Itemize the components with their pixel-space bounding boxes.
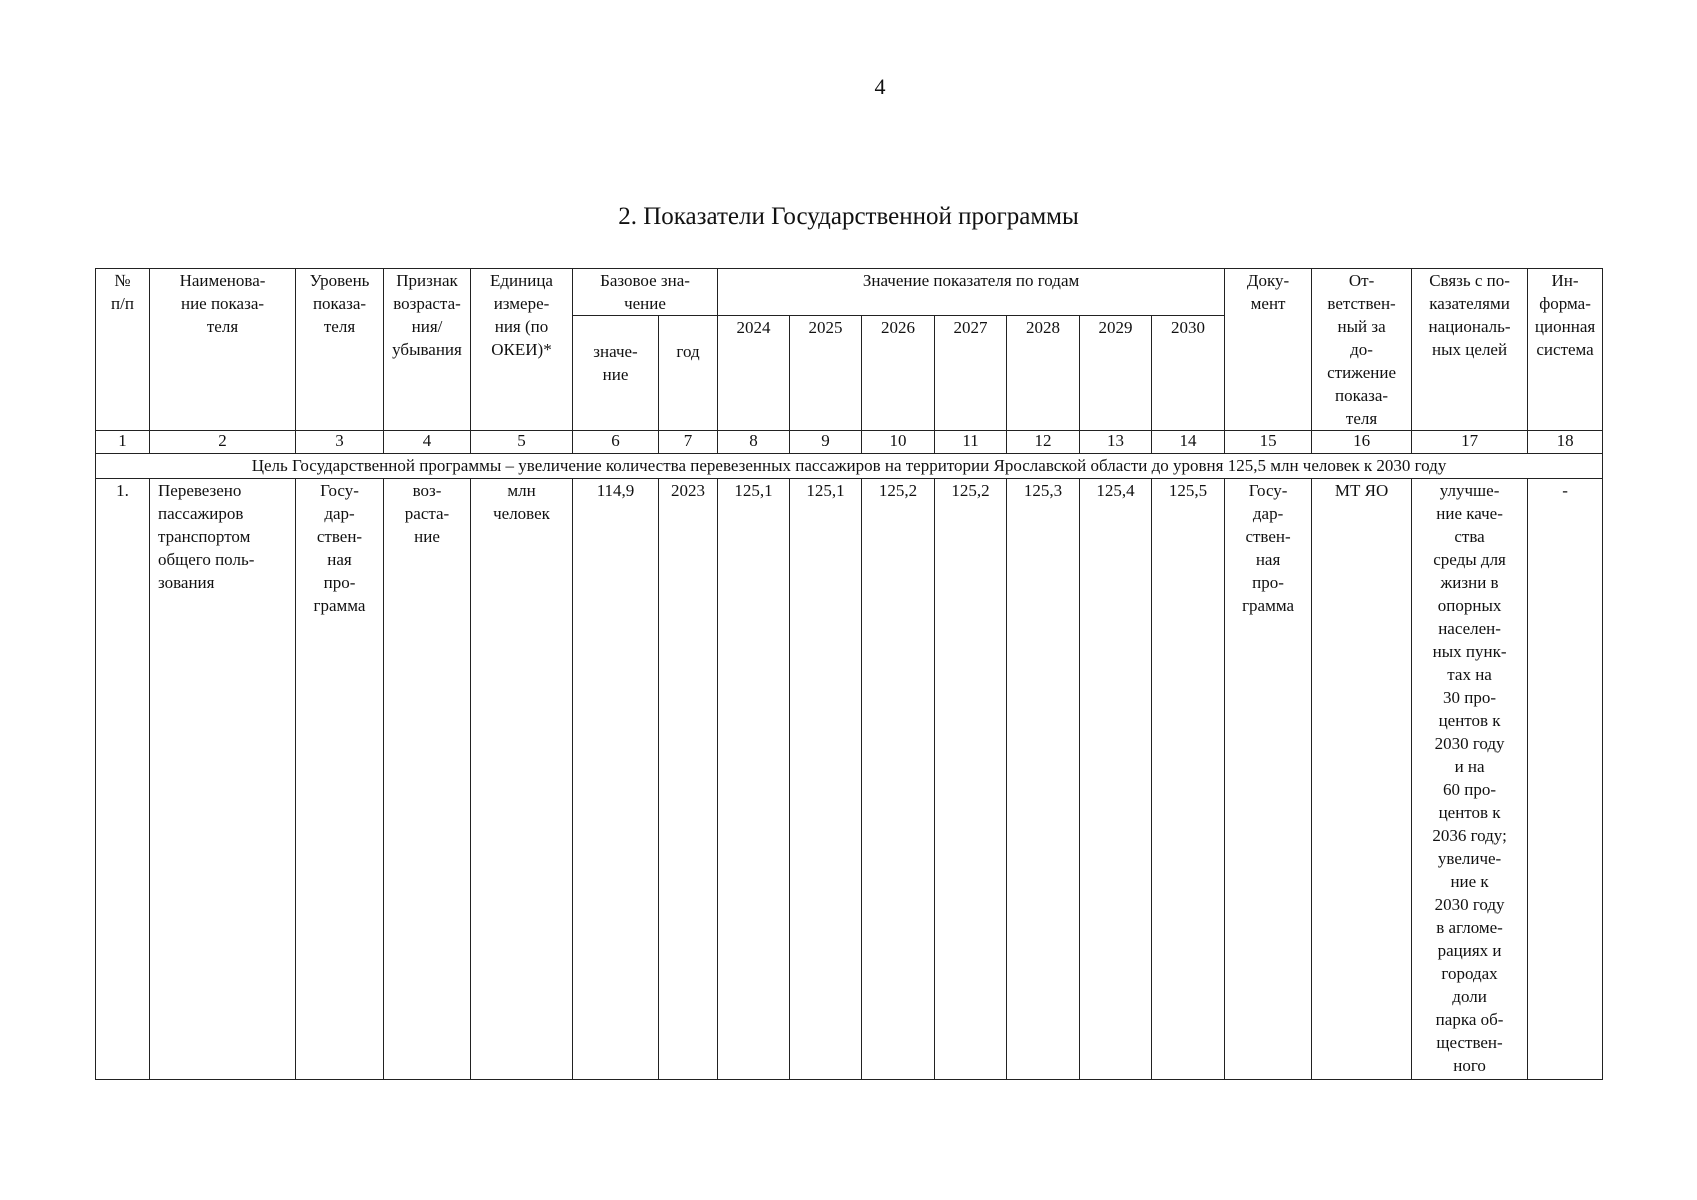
base-year: 2023 [659,479,718,1080]
value-2026: 125,2 [862,479,935,1080]
column-number: 4 [384,431,471,454]
program-goal: Цель Государственной программы – увеличение количества перевезенных пассажиров на территории Ярославской области до уровня 125,5 млн человек к 2030 году [96,454,1603,479]
header-year-2029: 2029 [1080,316,1152,431]
column-number: 7 [659,431,718,454]
column-number: 10 [862,431,935,454]
header-document: Доку- мент [1225,269,1312,431]
value-2028: 125,3 [1007,479,1080,1080]
column-number: 11 [935,431,1007,454]
header-years-group: Значение показателя по годам [718,269,1225,316]
column-number: 1 [96,431,150,454]
column-number: 6 [573,431,659,454]
growth-sign: воз- раста- ние [384,479,471,1080]
header-growth-sign: Признак возраста- ния/ убывания [384,269,471,431]
unit: млн человек [471,479,573,1080]
responsible: МТ ЯО [1312,479,1412,1080]
header-national-goals: Связь с по- казателями националь- ных целей [1412,269,1528,431]
column-number: 3 [296,431,384,454]
value-2027: 125,2 [935,479,1007,1080]
indicator-name: Перевезено пассажиров транспортом общего поль- зования [150,479,296,1080]
column-number: 5 [471,431,573,454]
header-number: № п/п [96,269,150,431]
national-goals-link: улучше- ние каче- ства среды для жизни в опорных населен- ных пунк- тах на 30 про- центов к 2030 году и на 60 про- центов к 2036 году; увеличе- ние к 2030 году в агломе- рациях и городах доли парка об- ществен- ного [1412,479,1528,1080]
value-2025: 125,1 [790,479,862,1080]
header-year-2026: 2026 [862,316,935,431]
header-year-2027: 2027 [935,316,1007,431]
header-indicator-name: Наименова- ние показа- теля [150,269,296,431]
column-number: 15 [1225,431,1312,454]
header-responsible: От- ветствен- ный за до- стижение показа- теля [1312,269,1412,431]
column-numbers-row [96,431,1603,454]
base-value: 114,9 [573,479,659,1080]
header-year-2030: 2030 [1152,316,1225,431]
column-number: 17 [1412,431,1528,454]
header-year-2028: 2028 [1007,316,1080,431]
column-number: 12 [1007,431,1080,454]
column-number: 13 [1080,431,1152,454]
column-number: 8 [718,431,790,454]
indicator-level: Госу- дар- ствен- ная про- грамма [296,479,384,1080]
info-system: - [1528,479,1603,1080]
document: Госу- дар- ствен- ная про- грамма [1225,479,1312,1080]
table-row [96,479,1603,1080]
value-2030: 125,5 [1152,479,1225,1080]
header-info-system: Ин- форма- ционная система [1528,269,1603,431]
page-number: 4 [874,74,886,99]
header-indicator-level: Уровень показа- теля [296,269,384,431]
header-year-2025: 2025 [790,316,862,431]
header-base-value: значе- ние [573,316,659,431]
value-2024: 125,1 [718,479,790,1080]
column-number: 16 [1312,431,1412,454]
header-unit: Единица измере- ния (по ОКЕИ)* [471,269,573,431]
column-number: 9 [790,431,862,454]
header-base-year: год [659,316,718,431]
value-2029: 125,4 [1080,479,1152,1080]
header-base-value-group: Базовое зна- чение [573,269,718,316]
section-title: 2. Показатели Государственной программы [618,203,1079,230]
column-number: 14 [1152,431,1225,454]
indicators-table [95,268,1603,1080]
row-number: 1. [96,479,150,1080]
column-number: 2 [150,431,296,454]
column-number: 18 [1528,431,1603,454]
header-year-2024: 2024 [718,316,790,431]
